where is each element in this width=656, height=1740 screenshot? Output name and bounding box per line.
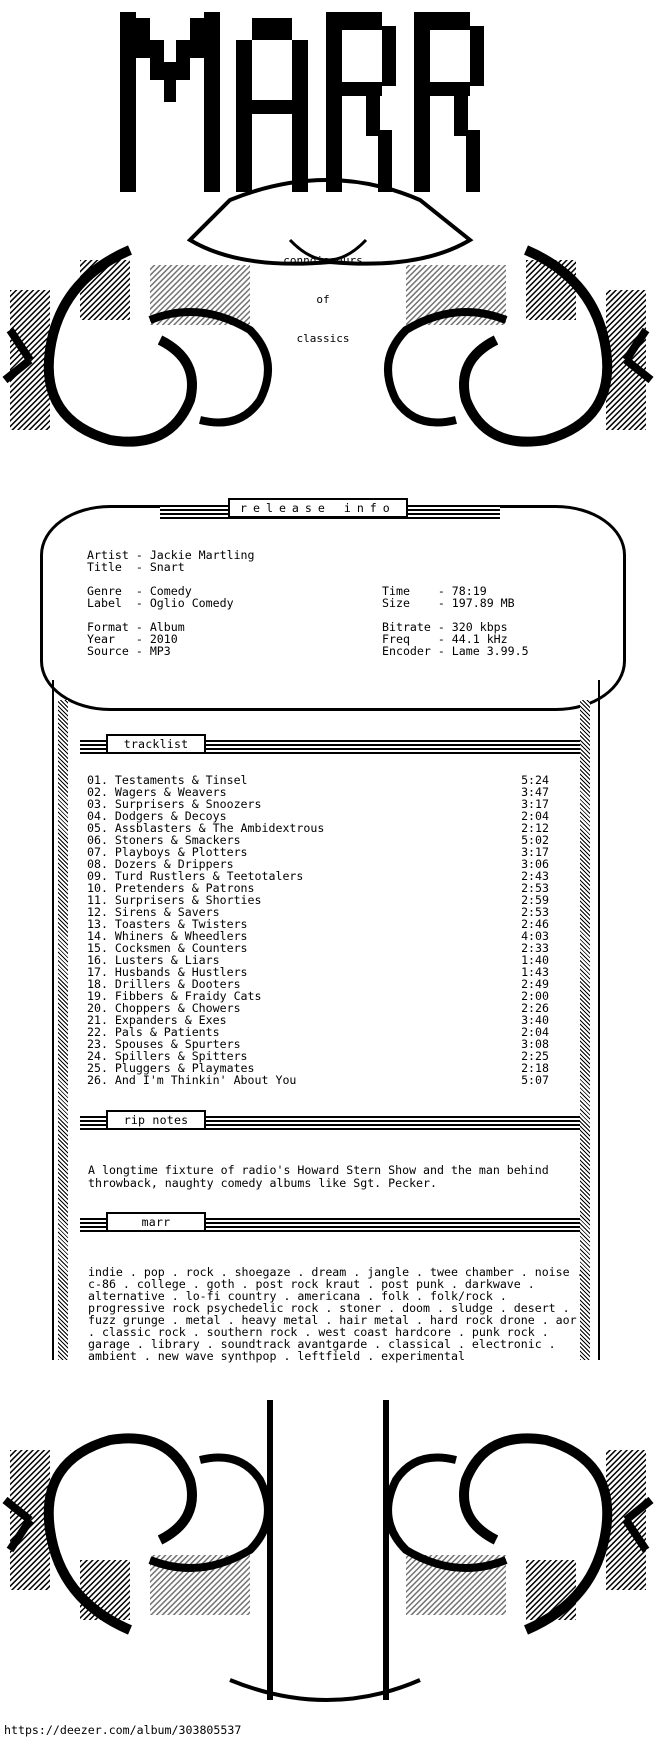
tagline-line: classics [296, 332, 350, 345]
track-time: 2:00 [521, 989, 549, 1003]
track-title: 03. Surprisers & Snoozers [87, 797, 262, 811]
marr-logo-art [120, 12, 484, 192]
tracklist-heading: tracklist [106, 734, 206, 754]
tagline-line: of [316, 293, 330, 306]
release-info-row: Year - 2010 [87, 632, 178, 646]
rip-notes-heading: rip notes [106, 1110, 206, 1130]
track-time: 3:40 [521, 1013, 549, 1027]
track-title: 14. Whiners & Wheedlers [87, 929, 248, 943]
tracklist [87, 774, 549, 1086]
track-time: 3:17 [521, 845, 549, 859]
track-time: 2:59 [521, 893, 549, 907]
frame-hatch-right [580, 700, 590, 1360]
track-time: 2:46 [521, 917, 549, 931]
release-info-row: Format - Album [87, 620, 185, 634]
footer-url: https://deezer.com/album/303805537 [4, 1723, 242, 1737]
track-time: 5:02 [521, 833, 549, 847]
release-info-row: Time - 78:19 [382, 584, 487, 598]
track-time: 5:24 [521, 773, 549, 787]
track-title: 25. Pluggers & Playmates [87, 1061, 255, 1075]
track-time: 3:17 [521, 797, 549, 811]
release-info-row: Encoder - Lame 3.99.5 [382, 644, 529, 658]
track-time: 2:04 [521, 1025, 549, 1039]
release-info-right [382, 585, 529, 657]
track-title: 09. Turd Rustlers & Teetotalers [87, 869, 304, 883]
track-time: 2:43 [521, 869, 549, 883]
track-title: 18. Drillers & Dooters [87, 977, 241, 991]
marr-heading: marr [106, 1212, 206, 1232]
release-info-row: Freq - 44.1 kHz [382, 632, 508, 646]
track-title: 04. Dodgers & Decoys [87, 809, 227, 823]
marr-genre-list: indie . pop . rock . shoegaze . dream . jangle . twee chamber . noise . c-86 . college . goth . post rock kraut . post punk . darkwave . alternative . lo-fi country . americana . folk . folk/rock . progressive rock psychedelic rock . stoner . doom . sludge . desert . fuzz grunge . metal . heavy metal . hair metal . hard rock drone . aor . classic rock . southern rock . west coast hardcore . punk rock . garage . library . soundtrack avantgarde . classical . electronic . ambient . new wave synthpop . leftfield . experimental [88, 1265, 584, 1363]
track-time: 2:53 [521, 905, 549, 919]
release-info-row: Genre - Comedy [87, 584, 192, 598]
track-title: 21. Expanders & Exes [87, 1013, 227, 1027]
release-info-heading: release info [228, 498, 408, 518]
track-title: 08. Dozers & Drippers [87, 857, 234, 871]
track-time: 3:47 [521, 785, 549, 799]
track-title: 19. Fibbers & Fraidy Cats [87, 989, 262, 1003]
track-time: 2:04 [521, 809, 549, 823]
release-info-row: Size - 197.89 MB [382, 596, 515, 610]
track-title: 02. Wagers & Weavers [87, 785, 227, 799]
track-time: 1:40 [521, 953, 549, 967]
ornament-scroll-bottom [5, 1400, 651, 1700]
track-time: 2:25 [521, 1049, 549, 1063]
release-info-row: Label - Oglio Comedy [87, 596, 234, 610]
track-title: 06. Stoners & Smackers [87, 833, 241, 847]
track-title: 10. Pretenders & Patrons [87, 881, 255, 895]
track-time: 4:03 [521, 929, 549, 943]
track-title: 24. Spillers & Spitters [87, 1049, 248, 1063]
track-title: 13. Toasters & Twisters [87, 917, 248, 931]
track-title: 16. Lusters & Liars [87, 953, 220, 967]
track-title: 01. Testaments & Tinsel [87, 773, 248, 787]
track-time: 3:06 [521, 857, 549, 871]
track-time: 2:33 [521, 941, 549, 955]
track-title: 26. And I'm Thinkin' About You [87, 1073, 297, 1087]
track-title: 05. Assblasters & The Ambidextrous [87, 821, 325, 835]
track-title: 11. Surprisers & Shorties [87, 893, 262, 907]
track-title: 17. Husbands & Hustlers [87, 965, 248, 979]
track-title: 07. Playboys & Plotters [87, 845, 248, 859]
frame-hatch-left [58, 700, 68, 1360]
track-title: 15. Cocksmen & Counters [87, 941, 248, 955]
track-time: 2:18 [521, 1061, 549, 1075]
release-info-row: Bitrate - 320 kbps [382, 620, 508, 634]
track-time: 3:08 [521, 1037, 549, 1051]
release-info-row: Artist - Jackie Martling [87, 548, 255, 562]
rip-notes-text: A longtime fixture of radio's Howard Stern Show and the man behind throwback, naughty comedy albums like Sgt. Pecker. [88, 1163, 549, 1190]
track-title: 12. Sirens & Savers [87, 905, 220, 919]
track-title: 22. Pals & Patients [87, 1025, 220, 1039]
track-row [87, 1074, 549, 1086]
track-time: 2:26 [521, 1001, 549, 1015]
track-time: 2:12 [521, 821, 549, 835]
track-time: 5:07 [521, 1073, 549, 1087]
release-info-row: Source - MP3 [87, 644, 171, 658]
tagline [263, 228, 383, 358]
release-info-left [87, 549, 255, 657]
tagline-line: connoisseurs [283, 254, 363, 267]
track-title: 23. Spouses & Spurters [87, 1037, 241, 1051]
track-title: 20. Choppers & Chowers [87, 1001, 241, 1015]
track-time: 2:53 [521, 881, 549, 895]
track-time: 2:49 [521, 977, 549, 991]
release-info-row: Title - Snart [87, 560, 185, 574]
track-time: 1:43 [521, 965, 549, 979]
